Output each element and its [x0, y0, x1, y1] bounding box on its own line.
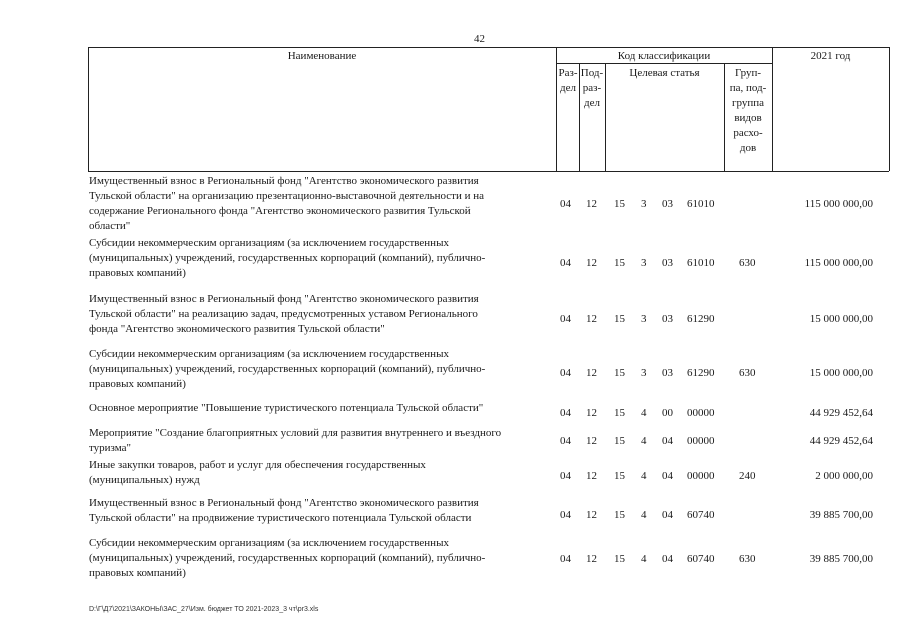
row-razdel: 04 — [560, 509, 571, 521]
row-razdel: 04 — [560, 367, 571, 379]
row-sum: 115 000 000,00 — [804, 257, 873, 269]
row-podrazdel: 12 — [586, 367, 597, 379]
row-name: Субсидии некоммерческим организациям (за исключением государственных (муниципальных) учреждений, государственных корпораций (компаний), публично- правовых компаний) — [89, 348, 486, 390]
row-sum: 15 000 000,00 — [809, 367, 873, 379]
row-podrazdel: 12 — [586, 553, 597, 565]
header-razdel: Раз- дел — [558, 67, 578, 94]
row-c4: 61290 — [687, 313, 715, 325]
row-c3: 03 — [662, 367, 673, 379]
row-c2: 3 — [641, 313, 647, 325]
header-podrazdel: Под- раз- дел — [580, 67, 604, 109]
row-razdel: 04 — [560, 313, 571, 325]
row-c1: 15 — [614, 470, 625, 482]
row-vid: 240 — [739, 470, 756, 482]
row-podrazdel: 12 — [586, 257, 597, 269]
row-vid: 630 — [739, 367, 756, 379]
row-c1: 15 — [614, 257, 625, 269]
header-name: Наименование — [287, 50, 357, 62]
row-c2: 3 — [641, 198, 647, 210]
row-name: Иные закупки товаров, работ и услуг для обеспечения государственных (муниципальных) нужд — [89, 459, 426, 486]
row-c2: 4 — [641, 435, 647, 447]
row-c4: 61010 — [687, 257, 715, 269]
row-podrazdel: 12 — [586, 407, 597, 419]
row-podrazdel: 12 — [586, 313, 597, 325]
row-c2: 4 — [641, 509, 647, 521]
table-row — [89, 496, 889, 536]
table-row — [89, 174, 889, 236]
row-c4: 00000 — [687, 407, 715, 419]
row-name: Субсидии некоммерческим организациям (за исключением государственных (муниципальных) учреждений, государственных корпораций (компаний), публично- правовых компаний) — [89, 537, 486, 579]
row-vid: 630 — [739, 257, 756, 269]
header-celevaya: Целевая статья — [629, 67, 700, 79]
row-c1: 15 — [614, 313, 625, 325]
row-c3: 04 — [662, 435, 673, 447]
row-c1: 15 — [614, 435, 625, 447]
row-c3: 03 — [662, 198, 673, 210]
row-c1: 15 — [614, 553, 625, 565]
row-sum: 39 885 700,00 — [809, 553, 873, 565]
row-c4: 60740 — [687, 509, 715, 521]
header-year: 2021 год — [810, 50, 851, 62]
row-name: Субсидии некоммерческим организациям (за исключением государственных (муниципальных) учреждений, государственных корпораций (компаний), публично- правовых компаний) — [89, 237, 486, 279]
row-c3: 04 — [662, 470, 673, 482]
row-c1: 15 — [614, 407, 625, 419]
row-razdel: 04 — [560, 257, 571, 269]
row-c2: 3 — [641, 257, 647, 269]
table-row — [89, 536, 889, 584]
row-sum: 115 000 000,00 — [804, 198, 873, 210]
row-name: Имущественный взнос в Региональный фонд "Агентство экономического развития Тульской области" на продвижение туристического потенциала Тульской области — [89, 497, 479, 524]
row-vid: 630 — [739, 553, 756, 565]
row-sum: 44 929 452,64 — [809, 435, 873, 447]
row-c2: 4 — [641, 407, 647, 419]
row-name: Основное мероприятие "Повышение туристического потенциала Тульской области" — [89, 402, 484, 414]
row-name: Мероприятие "Создание благоприятных условий для развития внутреннего и въездного туризма" — [89, 427, 502, 454]
table-row — [89, 236, 889, 292]
row-podrazdel: 12 — [586, 470, 597, 482]
header-gruppa: Груп- па, под- группа видов расхо- дов — [729, 67, 767, 154]
row-name: Имущественный взнос в Региональный фонд "Агентство экономического развития Тульской области" на организацию презентационно-выставочной деятельности и на содержание Регионального фонда "Агентство экономического развития Тульской области" — [89, 175, 485, 232]
row-podrazdel: 12 — [586, 509, 597, 521]
row-name: Имущественный взнос в Региональный фонд "Агентство экономического развития Тульской области" на реализацию задач, предусмотренных уставом Регионального фонда "Агентство экономического развития Тульской области" — [89, 293, 479, 335]
row-podrazdel: 12 — [586, 435, 597, 447]
table-row — [89, 426, 889, 458]
row-c4: 00000 — [687, 470, 715, 482]
row-c2: 4 — [641, 470, 647, 482]
row-c3: 03 — [662, 313, 673, 325]
row-c1: 15 — [614, 198, 625, 210]
row-c3: 04 — [662, 509, 673, 521]
row-c1: 15 — [614, 367, 625, 379]
row-c1: 15 — [614, 509, 625, 521]
row-sum: 15 000 000,00 — [809, 313, 873, 325]
row-c3: 03 — [662, 257, 673, 269]
table-row — [89, 292, 889, 347]
row-c2: 4 — [641, 553, 647, 565]
row-razdel: 04 — [560, 435, 571, 447]
row-razdel: 04 — [560, 470, 571, 482]
row-c4: 61290 — [687, 367, 715, 379]
table-row — [89, 401, 889, 426]
table-row — [89, 458, 889, 496]
row-sum: 44 929 452,64 — [809, 407, 873, 419]
row-c3: 00 — [662, 407, 673, 419]
row-razdel: 04 — [560, 553, 571, 565]
row-c4: 60740 — [687, 553, 715, 565]
row-sum: 2 000 000,00 — [815, 470, 873, 482]
header-code: Код классификации — [617, 50, 711, 62]
row-sum: 39 885 700,00 — [809, 509, 873, 521]
row-c2: 3 — [641, 367, 647, 379]
table-row — [89, 347, 889, 401]
row-c4: 61010 — [687, 198, 715, 210]
row-podrazdel: 12 — [586, 198, 597, 210]
page-number: 42 — [474, 33, 485, 45]
row-c3: 04 — [662, 553, 673, 565]
file-path-footer: D:\Г\Д7\2021\ЗАКОНЫ\ЗАС_27\Изм. бюджет ТО 2021-2023_3 чт\pr3.xls — [89, 606, 319, 613]
row-c4: 00000 — [687, 435, 715, 447]
row-razdel: 04 — [560, 407, 571, 419]
row-razdel: 04 — [560, 198, 571, 210]
